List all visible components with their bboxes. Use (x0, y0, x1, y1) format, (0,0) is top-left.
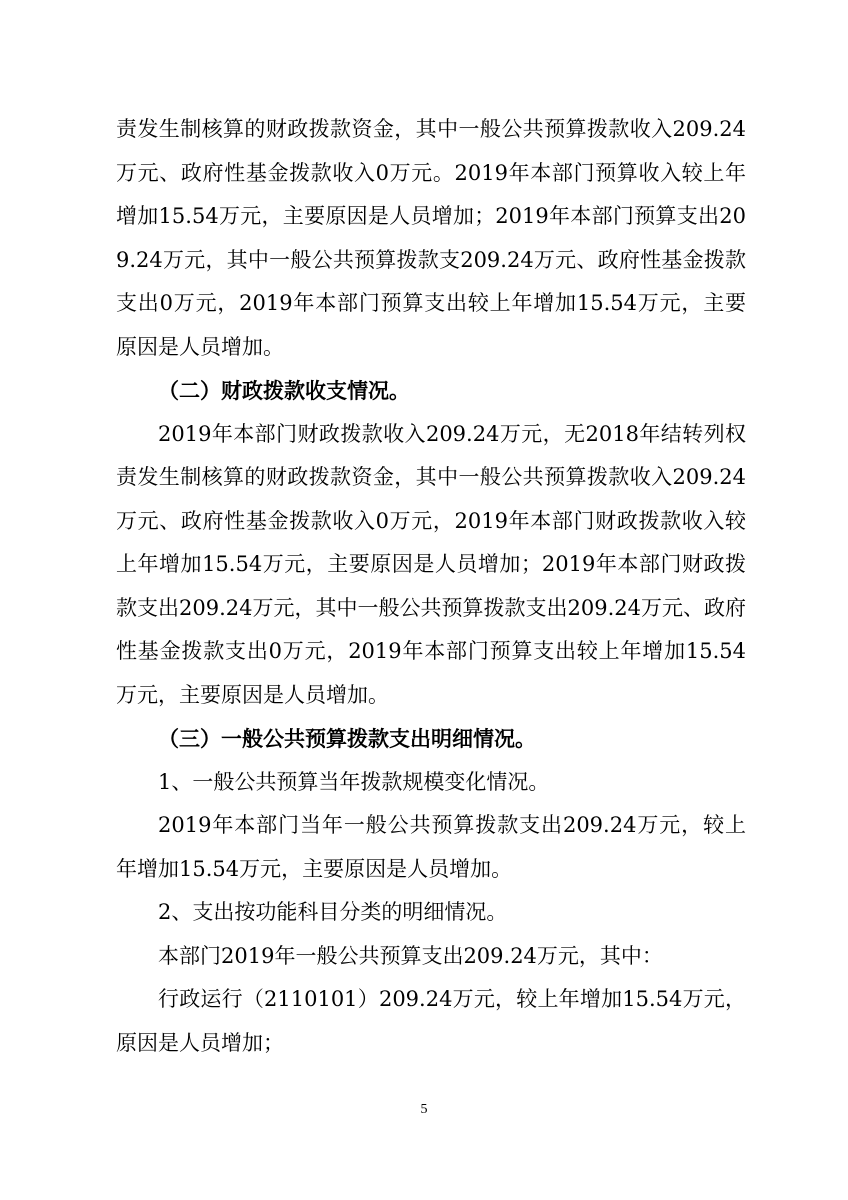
paragraph-admin-operation: 行政运行（2110101）209.24万元，较上年增加15.54万元，原因是人员增加； (116, 987, 746, 1055)
subheading-1: 1、一般公共预算当年拨款规模变化情况。 (158, 769, 550, 794)
section-heading-2: （二）财政拨款收支情况。 (158, 378, 410, 403)
subheading-2: 2、支出按功能科目分类的明细情况。 (158, 900, 508, 924)
paragraph-fiscal-appropriation: 2019年本部门财政拨款收入209.24万元，无2018年结转列权责发生制核算的财政拨款资金，其中一般公共预算拨款收入209.24万元、政府性基金拨款收入0万元，2019年本部门财政拨款收入较上年增加15.54万元，主要原因是人员增加；2019年本部门财政拨款支出209.24万元，其中一般公共预算拨款支出209.24万元、政府性基金拨款支出0万元，2019年本部门预算支出较上年增加15.54万元，主要原因是人员增加。 (116, 421, 746, 707)
paragraph-scale-change: 2019年本部门当年一般公共预算拨款支出209.24万元，较上年增加15.54万元，主要原因是人员增加。 (116, 813, 746, 881)
paragraph-expenditure-summary: 本部门2019年一般公共预算支出209.24万元，其中： (158, 943, 663, 968)
page-body (116, 108, 746, 1065)
page-number: 5 (420, 1102, 428, 1117)
section-heading-3: （三）一般公共预算拨款支出明细情况。 (158, 726, 536, 751)
paragraph-continued: 责发生制核算的财政拨款资金，其中一般公共预算拨款收入209.24万元、政府性基金拨款收入0万元。2019年本部门预算收入较上年增加15.54万元，主要原因是人员增加；2019年本部门预算支出209.24万元，其中一般公共预算拨款支209.24万元、政府性基金拨款支出0万元，2019年本部门预算支出较上年增加15.54万元，主要原因是人员增加。 (116, 117, 746, 359)
